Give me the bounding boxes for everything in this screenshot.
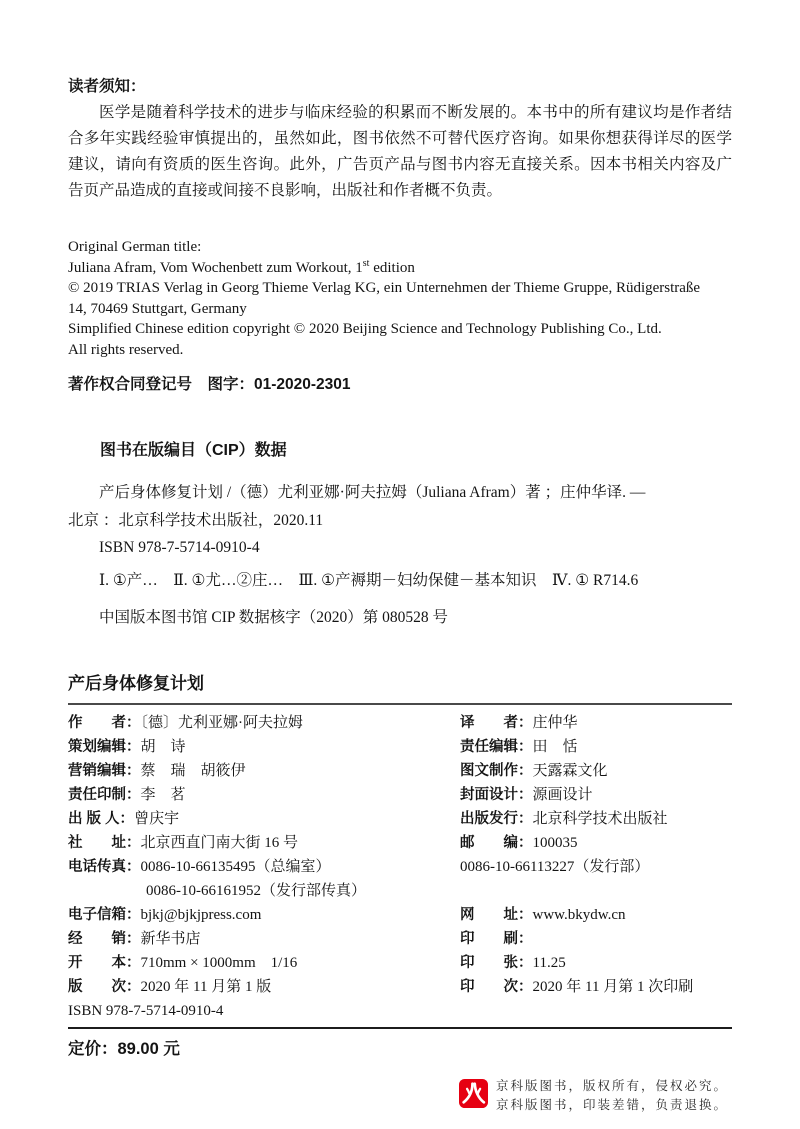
field-label: 出 版 人： — [68, 810, 135, 827]
field-value: bjkj@bjkjpress.com — [140, 906, 262, 923]
table-row — [68, 975, 732, 999]
field-value: www.bkydw.cn — [532, 906, 626, 923]
table-row — [68, 879, 732, 903]
reader-notice-title: 读者须知： — [68, 78, 146, 95]
field-value: 新华书店 — [140, 930, 201, 947]
table-row — [68, 855, 732, 879]
field-label: 作 者： — [68, 714, 141, 731]
table-row — [68, 759, 732, 783]
field-value: 天露霖文化 — [532, 762, 608, 779]
field-value: 北京科学技术出版社 — [532, 810, 668, 827]
field-value: 〔德〕尤利亚娜·阿夫拉姆 — [140, 714, 303, 731]
publisher-notice-text — [496, 1077, 728, 1116]
table-row — [68, 951, 732, 975]
field-label: 译 者： — [460, 714, 533, 731]
field-value: 庄仲华 — [532, 714, 578, 731]
field-value: 2020 年 11 月第 1 版 — [140, 978, 272, 995]
original-copyright-section — [68, 237, 732, 360]
cip-classification: Ⅰ. ①产… Ⅱ. ①尤…②庄… Ⅲ. ①产褥期－妇幼保健－基本知识 Ⅳ. ① R714.6 — [99, 571, 639, 589]
field-label: 出版发行： — [460, 810, 533, 827]
german-copyright-line2: 14, 70469 Stuttgart, Germany — [68, 300, 247, 317]
field-label: 封面设计： — [460, 786, 533, 803]
cip-description-line2: 北京 ：北京科学技术出版社，2020.11 — [68, 511, 324, 529]
field-value: 北京西直门南大街 16 号 — [140, 834, 299, 851]
returns-notice-line: 京科版图书，印装差错，负责退换。 — [495, 1098, 728, 1112]
field-value: 0086-10-66113227（发行部） — [460, 858, 650, 875]
field-label: 营销编辑： — [68, 762, 141, 779]
field-value: 0086-10-66135495（总编室） — [140, 858, 331, 875]
field-value: 李 茗 — [140, 786, 186, 803]
chinese-edition-copyright: Simplified Chinese edition copyright © 2020 Beijing Science and Technology Publishing Co., Ltd. — [68, 321, 662, 337]
table-row — [68, 903, 732, 927]
cip-title: 图书在版编目（CIP）数据 — [100, 442, 287, 459]
field-value: 曾庆宇 — [134, 810, 180, 827]
cip-isbn: ISBN 978-7-5714-0910-4 — [99, 539, 260, 556]
table-row — [68, 783, 732, 807]
price: 定价：89.00 元 — [68, 1027, 732, 1061]
table-row — [68, 711, 732, 735]
cip-section — [68, 440, 732, 632]
field-value: 源画设计 — [532, 786, 593, 803]
field-value: 田 恬 — [532, 738, 578, 755]
field-label: 开 本： — [68, 954, 141, 971]
table-row — [68, 927, 732, 951]
field-label: 电话传真： — [68, 858, 141, 875]
original-title-line: Juliana Afram, Vom Wochenbett zum Workout, 1st edition — [68, 257, 415, 276]
original-title-label: Original German title: — [68, 239, 202, 255]
table-row — [68, 807, 732, 831]
field-label: 版 次： — [68, 978, 141, 995]
field-label: 策划编辑： — [68, 738, 141, 755]
field-value: 胡 诗 — [140, 738, 186, 755]
cip-description-line1: 产后身体修复计划 /（德）尤利亚娜·阿夫拉姆（Juliana Afram）著 ；庄仲华译. — — [99, 484, 646, 501]
field-label: 印 次： — [460, 978, 533, 995]
reader-notice-body: 医学是随着科学技术的进步与临床经验的积累而不断发展的。本书中的所有建议均是作者结合多年实践经验审慎提出的，虽然如此，图书依然不可替代医疗咨询。如果你想获得详尽的医学建议，请向有资质的医生咨询。此外，广告页产品与图书内容无直接关系。因本书相关内容及广告页产品造成的直接或间接不良影响，出版社和作者概不负责。 — [68, 104, 732, 199]
colophon-section — [68, 672, 732, 1061]
field-value-continuation: 0086-10-66161952（发行部传真） — [146, 882, 366, 899]
field-value: 2020 年 11 月第 1 次印刷 — [532, 978, 694, 995]
german-copyright-line1: © 2019 TRIAS Verlag in Georg Thieme Verlag KG, ein Unternehmen der Thieme Gruppe, Rüdigerstraße — [68, 280, 701, 296]
field-label: 图文制作： — [460, 762, 533, 779]
book-title: 产后身体修复计划 — [68, 672, 732, 705]
field-label: 印 刷： — [460, 930, 533, 947]
copyright-registration-number: 著作权合同登记号 图字：01-2020-2301 — [68, 376, 351, 393]
field-value: 710mm × 1000mm 1/16 — [140, 954, 298, 971]
field-label: 社 址： — [68, 834, 141, 851]
publisher-logo-icon — [459, 1079, 488, 1113]
edition-superscript: st — [362, 257, 370, 269]
field-label: 电子信箱： — [68, 906, 141, 923]
field-label: 责任编辑： — [460, 738, 533, 755]
field-value: 蔡 瑞 胡筱伊 — [140, 762, 246, 779]
field-label: 网 址： — [460, 906, 533, 923]
copyright-warning-line: 京科版图书，版权所有，侵权必究。 — [495, 1078, 728, 1093]
all-rights-reserved: All rights reserved. — [68, 341, 184, 358]
field-value: 100035 — [532, 834, 578, 851]
field-label: 责任印制： — [68, 786, 141, 803]
field-label: 经 销： — [68, 930, 141, 947]
isbn-line: ISBN 978-7-5714-0910-4 — [68, 1002, 224, 1019]
field-value: 11.25 — [532, 954, 566, 971]
field-label: 邮 编： — [460, 834, 533, 851]
cip-record-number: 中国版本图书馆 CIP 数据核字（2020）第 080528 号 — [99, 609, 449, 626]
publication-details — [68, 711, 732, 1023]
cip-body — [68, 479, 732, 632]
reader-notice-section — [68, 74, 732, 204]
table-row — [68, 735, 732, 759]
publisher-notice — [68, 1077, 732, 1116]
field-label: 印 张： — [460, 954, 533, 971]
table-row — [68, 831, 732, 855]
